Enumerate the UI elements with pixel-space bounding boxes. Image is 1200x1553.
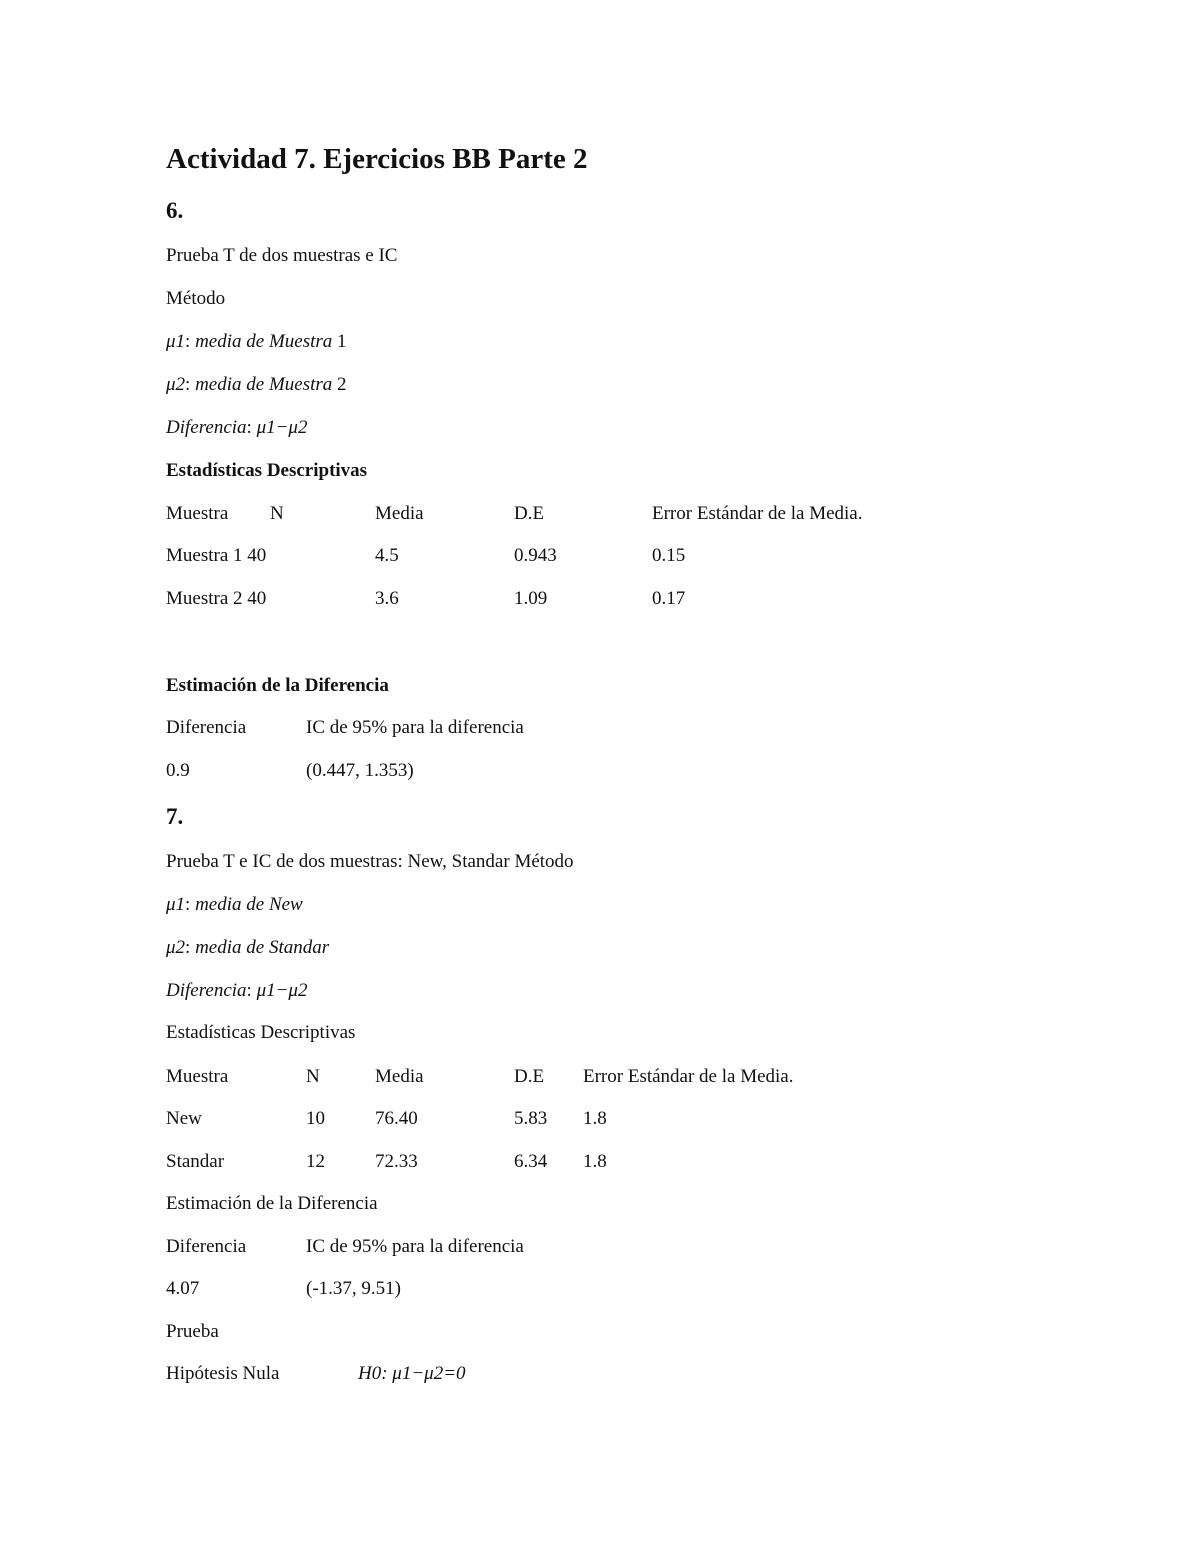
document-title: Actividad 7. Ejercicios BB Parte 2	[166, 143, 588, 175]
ex7-header-se: Error Estándar de la Media.	[583, 1066, 794, 1087]
ex7-diff-colon: :	[246, 980, 252, 1001]
ex7-row2-n: 12	[306, 1151, 325, 1172]
ex6-stats-title: Estadísticas Descriptivas	[166, 460, 368, 481]
ex7-mu2-colon: :	[185, 937, 191, 958]
ex7-diff-line	[166, 979, 307, 1003]
ex6-header-sample: Muestra	[166, 503, 229, 524]
ex7-row1-se: 1.8	[583, 1108, 607, 1129]
ex7-row2-mean: 72.33	[375, 1151, 418, 1172]
ex7-diff-label: Diferencia	[166, 980, 247, 1001]
ex7-mu1-symbol: μ1	[166, 894, 186, 915]
ex7-estimation-title: Estimación de la Diferencia	[166, 1193, 378, 1214]
ex6-diff-expr: μ1−μ2	[256, 417, 308, 438]
ex6-mu2-line	[166, 373, 347, 397]
ex6-row1-sample: Muestra 1	[166, 545, 243, 566]
ex7-est-header-ci: IC de 95% para la diferencia	[306, 1236, 524, 1257]
ex6-est-ci-value: (0.447, 1.353)	[306, 760, 414, 781]
ex7-mu2-line	[166, 936, 329, 960]
ex7-header-sd: D.E	[514, 1066, 545, 1087]
ex6-method-label: Método	[166, 288, 226, 309]
ex6-mu2-colon: :	[185, 374, 191, 395]
ex6-row2-mean: 3.6	[375, 588, 399, 609]
ex7-est-diff-value: 4.07	[166, 1278, 200, 1299]
ex7-row2-sample: Standar	[166, 1151, 225, 1172]
ex6-est-header-diff: Diferencia	[166, 717, 247, 738]
ex6-mu1-line	[166, 330, 347, 354]
ex7-est-ci-value: (-1.37, 9.51)	[306, 1278, 401, 1299]
ex6-row2-n: 40	[247, 588, 267, 609]
ex6-header-n: N	[270, 503, 284, 524]
exercise-6-number: 6.	[166, 198, 184, 223]
ex6-est-diff-value: 0.9	[166, 760, 190, 781]
table-row-cell	[166, 544, 266, 568]
ex6-mu2-suffix: 2	[332, 374, 347, 395]
ex6-row1-mean: 4.5	[375, 545, 399, 566]
ex6-row1-n: 40	[247, 545, 267, 566]
ex6-mu2-symbol: μ2	[166, 374, 186, 395]
ex6-header-mean: Media	[375, 503, 424, 524]
ex7-stats-title: Estadísticas Descriptivas	[166, 1022, 356, 1043]
ex7-row2-se: 1.8	[583, 1151, 607, 1172]
ex7-row1-sample: New	[166, 1108, 202, 1129]
ex7-row1-mean: 76.40	[375, 1108, 418, 1129]
ex7-test-label: Prueba	[166, 1321, 219, 1342]
ex6-header-sd: D.E	[514, 503, 545, 524]
ex6-mu2-text: media de Muestra	[195, 374, 333, 395]
ex7-est-header-diff: Diferencia	[166, 1236, 247, 1257]
ex7-header-mean: Media	[375, 1066, 424, 1087]
ex7-mu2-text: media de Standar	[195, 937, 330, 958]
ex6-header-se: Error Estándar de la Media.	[652, 503, 863, 524]
ex6-mu1-colon: :	[185, 331, 191, 352]
ex6-diff-label: Diferencia	[166, 417, 247, 438]
ex7-row2-sd: 6.34	[514, 1151, 548, 1172]
ex6-mu1-symbol: μ1	[166, 331, 186, 352]
ex6-row2-se: 0.17	[652, 588, 686, 609]
ex7-row1-n: 10	[306, 1108, 325, 1129]
ex6-row1-se: 0.15	[652, 545, 686, 566]
ex7-heading: Prueba T e IC de dos muestras: New, Standar Método	[166, 851, 574, 872]
ex6-mu1-text: media de Muestra	[195, 331, 333, 352]
table-row-cell	[166, 587, 266, 611]
ex6-heading: Prueba T de dos muestras e IC	[166, 245, 398, 266]
ex6-estimation-title: Estimación de la Diferencia	[166, 675, 389, 696]
exercise-7-number: 7.	[166, 804, 184, 829]
ex6-row2-sd: 1.09	[514, 588, 548, 609]
ex7-diff-expr: μ1−μ2	[256, 980, 308, 1001]
ex7-mu1-colon: :	[185, 894, 191, 915]
ex6-row1-sd: 0.943	[514, 545, 557, 566]
ex7-header-n: N	[306, 1066, 320, 1087]
ex6-mu1-suffix: 1	[332, 331, 347, 352]
ex6-row2-sample: Muestra 2	[166, 588, 243, 609]
ex7-mu2-symbol: μ2	[166, 937, 186, 958]
ex6-diff-line	[166, 416, 307, 440]
ex6-est-header-ci: IC de 95% para la diferencia	[306, 717, 524, 738]
ex7-mu1-line	[166, 893, 303, 917]
ex7-header-sample: Muestra	[166, 1066, 229, 1087]
ex6-diff-colon: :	[246, 417, 252, 438]
ex7-null-expr: H0: μ1−μ2=0	[358, 1363, 466, 1384]
ex7-mu1-text: media de New	[195, 894, 303, 915]
ex7-null-label: Hipótesis Nula	[166, 1363, 280, 1384]
ex7-row1-sd: 5.83	[514, 1108, 548, 1129]
